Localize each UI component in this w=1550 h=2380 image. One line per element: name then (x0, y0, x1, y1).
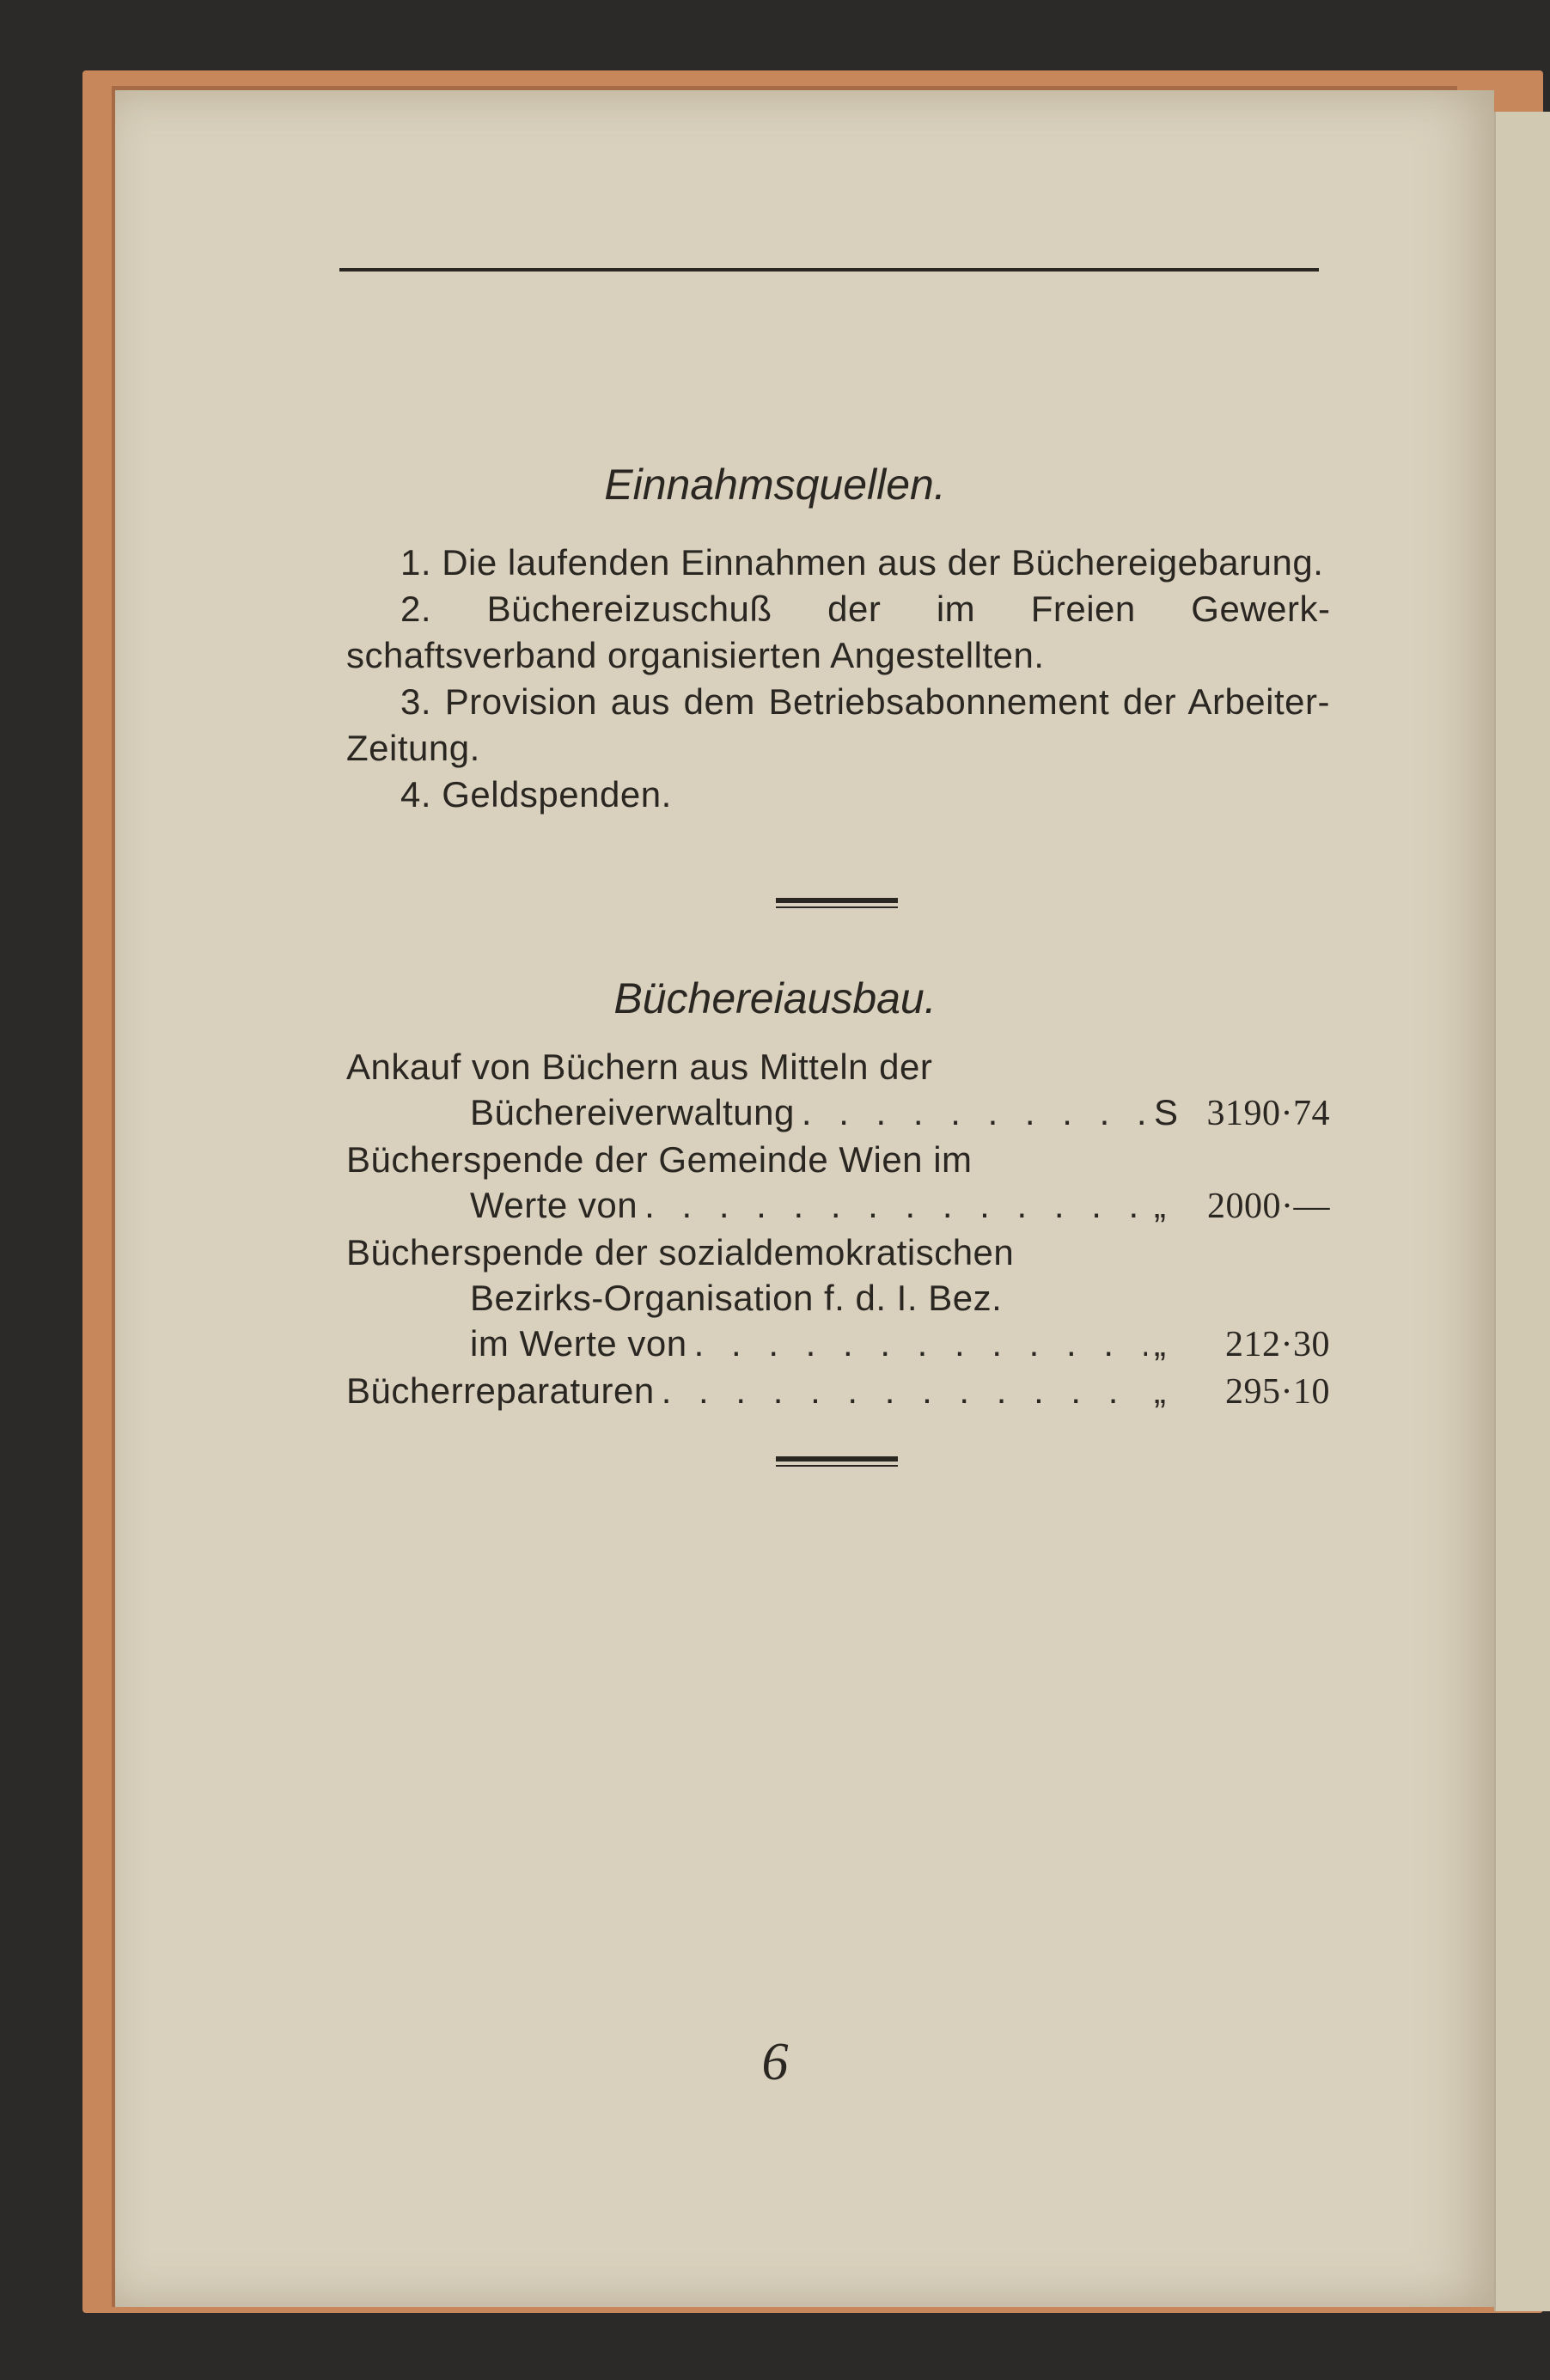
income-sources-list (346, 540, 1330, 818)
currency-mark: „ (1154, 1370, 1167, 1411)
ledger-label: Bücherreparaturen (346, 1370, 655, 1411)
ledger-line (346, 1137, 1330, 1182)
list-item: 2. Büchereizuschuß der im Freien Gewerkschaftsverband organisierten Angestellten. (346, 589, 1330, 675)
amount: 3190·74 (1206, 1094, 1330, 1133)
expense-ledger (346, 1044, 1330, 1415)
facing-page-edge (1494, 112, 1550, 2311)
ledger-line (346, 1044, 1330, 1089)
ledger-line (346, 1275, 1330, 1321)
leader-dots (694, 1321, 1147, 1366)
page-number: 6 (761, 2033, 789, 2091)
currency-mark: „ (1154, 1323, 1167, 1364)
amount: 2000·— (1207, 1187, 1330, 1226)
list-item: 4. Geldspenden. (400, 774, 672, 815)
ledger-row (346, 1368, 1330, 1415)
ledger-label: Büchereiverwaltung (470, 1092, 795, 1132)
heading-buechereiausbau: Büchereiausbau. (613, 974, 937, 1022)
amount: 295·10 (1225, 1372, 1330, 1412)
ledger-label: Werte von (470, 1185, 638, 1225)
ledger-row (346, 1321, 1330, 1368)
leader-dots (802, 1089, 1147, 1135)
ledger-label: im Werte von (470, 1323, 687, 1364)
currency-mark: „ (1154, 1185, 1167, 1225)
ledger-label: Bücherspende der Gemeinde Wien im (346, 1139, 973, 1180)
ledger-label: Bezirks-Organisation f. d. I. Bez. (470, 1278, 1003, 1318)
leader-dots (644, 1182, 1147, 1228)
list-item: 3. Provision aus dem Betriebsabonnement der Arbeiter-Zeitung. (346, 681, 1330, 768)
ledger-row (346, 1182, 1330, 1230)
ledger-line (346, 1230, 1330, 1275)
divider-rule (776, 1456, 898, 1462)
list-item: 1. Die laufenden Einnahmen aus der Büchereigebarung. (400, 542, 1324, 583)
divider-rule (776, 898, 898, 903)
heading-einnahmsquellen: Einnahmsquellen. (604, 461, 946, 509)
ledger-row (346, 1089, 1330, 1137)
amount: 212·30 (1225, 1325, 1330, 1364)
leader-dots (662, 1368, 1147, 1413)
currency-mark: S (1154, 1092, 1179, 1132)
ledger-label: Bücherspende der sozialdemokratischen (346, 1232, 1015, 1272)
ledger-label: Ankauf von Büchern aus Mitteln der (346, 1047, 933, 1087)
top-rule (339, 268, 1319, 272)
